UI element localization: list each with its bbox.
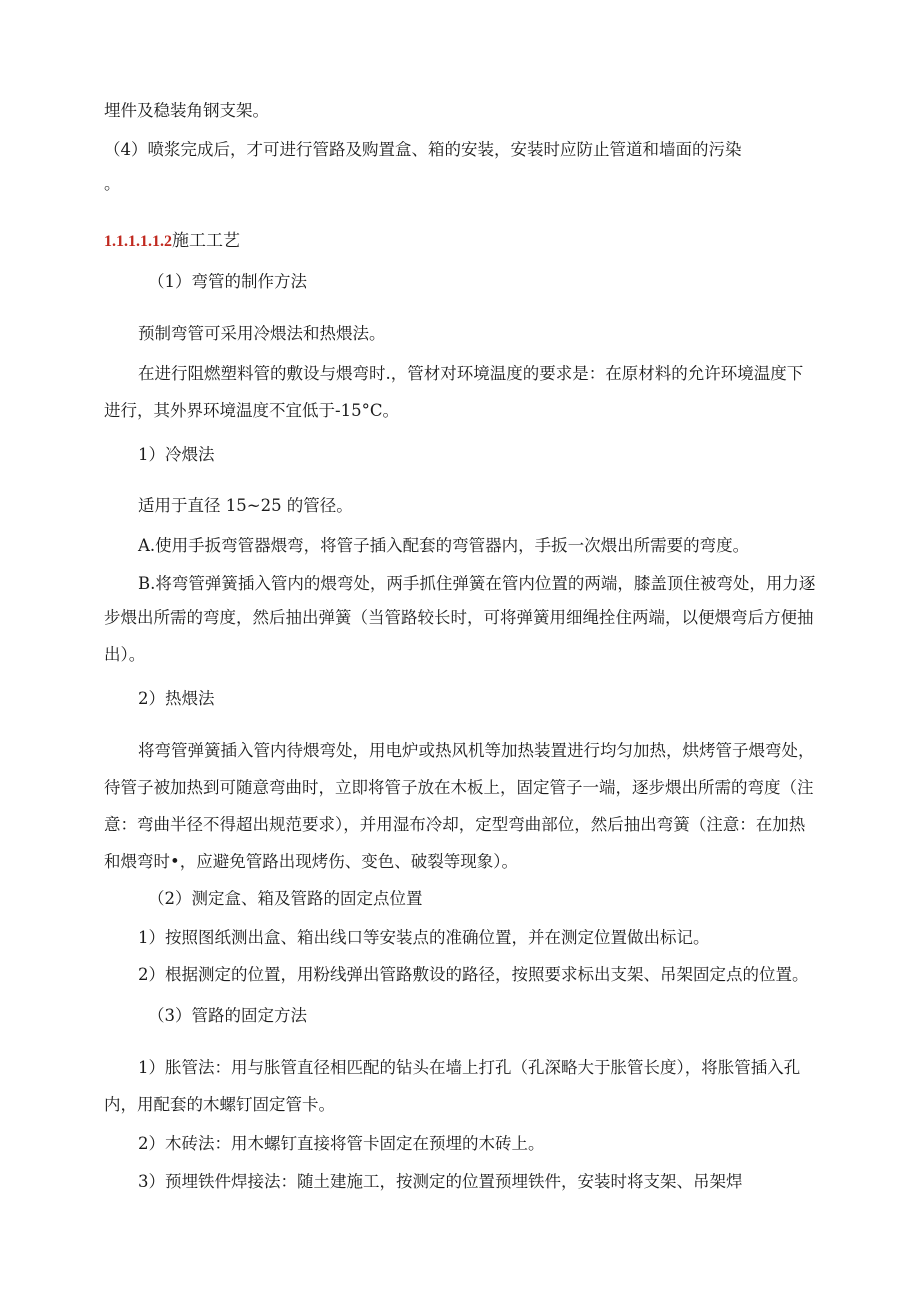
paragraph-line: 适用于直径 15~25 的管径。 (138, 496, 353, 515)
paragraph-line: 在进行阻燃塑料管的敷设与煨弯时.，管材对环境温度的要求是：在原材料的允许环境温度下 (138, 364, 804, 383)
paragraph-line: 内，用配套的木螺钉固定管卡。 (104, 1095, 335, 1114)
paragraph-line: 待管子被加热到可随意弯曲时，立即将管子放在木板上，固定管子一端，逐步煨出所需的弯度（注 (104, 778, 814, 797)
paragraph-line: 预制弯管可采用冷煨法和热煨法。 (138, 324, 386, 343)
paragraph-line: 3）预埋铁件焊接法：随土建施工，按测定的位置预埋铁件，安装时将支架、吊架焊 (138, 1172, 743, 1191)
paragraph-line: 将弯管弹簧插入管内待煨弯处，用电炉或热风机等加热装置进行均匀加热，烘烤管子煨弯处， (138, 741, 815, 760)
paragraph-line: 步煨出所需的弯度，然后抽出弹簧（当管路较长时，可将弹簧用细绳拴住两端，以便煨弯后方便抽 (104, 608, 814, 627)
subsection-title: （1）弯管的制作方法 (148, 272, 307, 291)
section-heading (104, 231, 240, 252)
paragraph-line: 和煨弯时•，应避免管路出现烤伤、变色、破裂等现象）。 (104, 852, 518, 871)
paragraph-line: 意：弯曲半径不得超出规范要求），并用湿布冷却，定型弯曲部位，然后抽出弯簧（注意：在加热 (104, 815, 806, 834)
paragraph-line: 埋件及稳装角钢支架。 (104, 101, 269, 120)
paragraph-line: 进行，其外界环境温度不宜低于-15°C。 (104, 401, 399, 420)
paragraph-line: 1）按照图纸测出盒、箱出线口等安装点的准确位置，并在测定位置做出标记。 (138, 928, 710, 947)
heading-title: 施工工艺 (172, 231, 240, 251)
paragraph-line: A.使用手扳弯管器煨弯，将管子插入配套的弯管器内，手扳一次煨出所需要的弯度。 (138, 536, 750, 555)
subsection-title: （2）测定盒、箱及管路的固定点位置 (148, 889, 423, 908)
paragraph-line: 。 (104, 174, 121, 193)
subsection-title: 2）热煨法 (138, 689, 215, 708)
paragraph-line: B.将弯管弹簧插入管内的煨弯处，两手抓住弹簧在管内位置的两端，膝盖顶住被弯处，用力逐 (138, 574, 816, 593)
paragraph-line: 2）根据测定的位置，用粉线弹出管路敷设的路径，按照要求标出支架、吊架固定点的位置。 (138, 965, 809, 984)
subsection-title: 1）冷煨法 (138, 445, 215, 464)
paragraph-line: 出）。 (104, 645, 146, 664)
paragraph-line: 1）胀管法：用与胀管直径相匹配的钻头在墙上打孔（孔深略大于胀管长度），将胀管插入孔 (138, 1058, 801, 1077)
paragraph-line: 2）木砖法：用木螺钉直接将管卡固定在预埋的木砖上。 (138, 1134, 545, 1153)
subsection-title: （3）管路的固定方法 (148, 1006, 307, 1025)
paragraph-line: （4）喷浆完成后，才可进行管路及购置盒、箱的安装，安装时应防止管道和墙面的污染 (104, 140, 742, 159)
heading-number: 1.1.1.1.1.2 (104, 233, 172, 250)
